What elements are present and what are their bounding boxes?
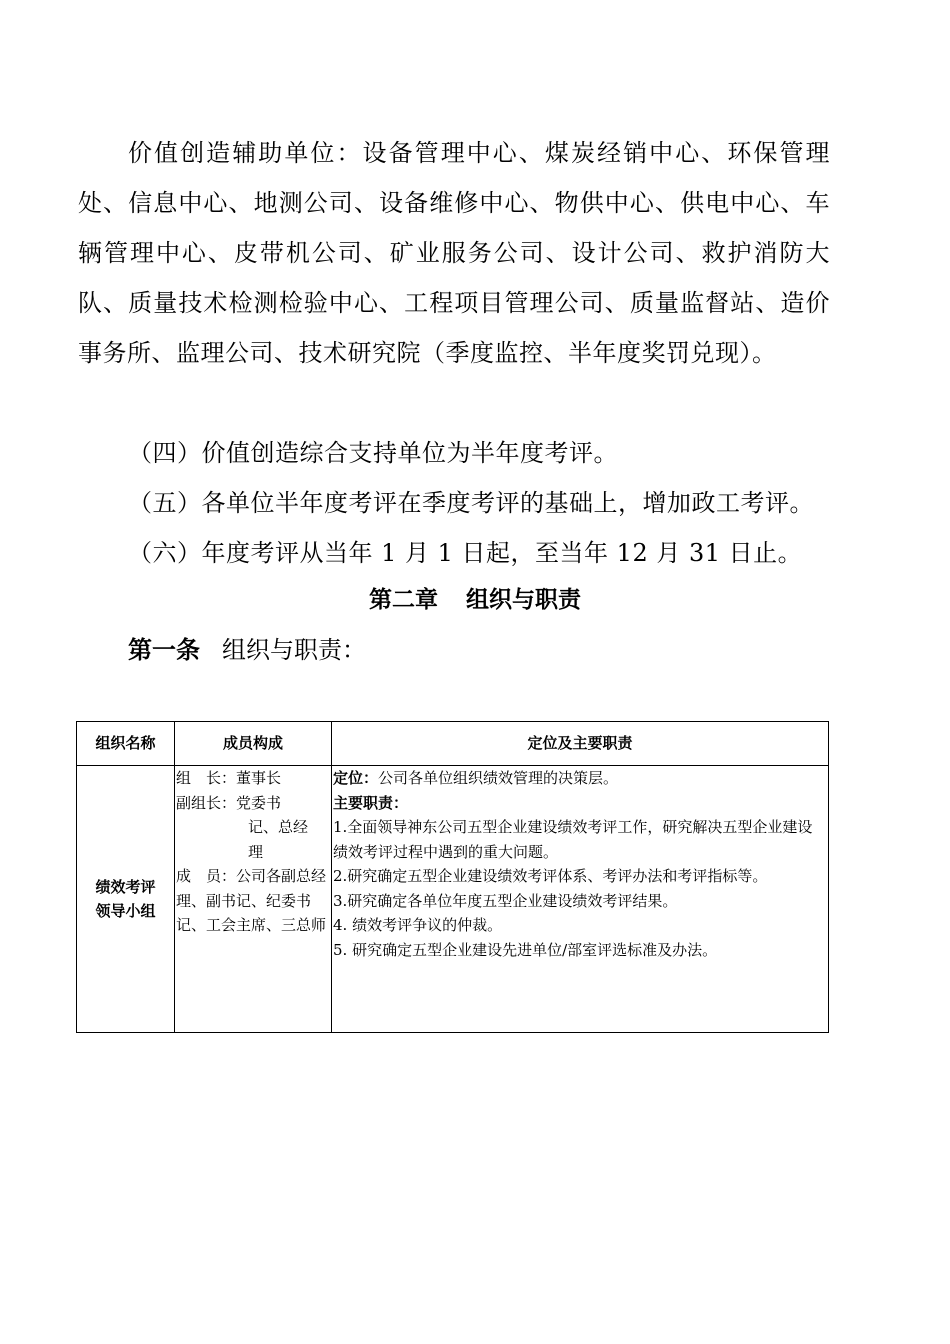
paragraph-item-five: （五）各单位半年度考评在季度考评的基础上，增加政工考评。 <box>128 489 814 517</box>
duty-item: 5. 研究确定五型企业建设先进单位/部室评选标准及办法。 <box>333 940 718 959</box>
paragraph-item-six: （六）年度考评从当年 1 月 1 日起，至当年 12 月 31 日止。 <box>128 539 803 567</box>
header-org-name: 组织名称 <box>77 722 175 766</box>
duty-item: 2.研究确定五型企业建设绩效考评体系、考评办法和考评指标等。 <box>333 867 768 885</box>
organization-table <box>76 721 829 1033</box>
positioning-text: 公司各单位组织绩效管理的决策层。 <box>378 769 619 787</box>
member-deputy-cont: 理 <box>248 842 264 861</box>
article-text: 组织与职责： <box>222 636 366 664</box>
chapter-number: 第二章 <box>369 587 438 613</box>
member-leader: 组 长：董事长 <box>176 769 282 787</box>
article-heading <box>128 630 366 670</box>
header-members: 成员构成 <box>175 722 332 766</box>
positioning-label: 定位： <box>333 769 379 787</box>
duty-item: 1.全面领导神东公司五型企业建设绩效考评工作，研究解决五型企业建设绩效考评过程中遇到的重大问题。 <box>333 818 813 861</box>
article-label: 第一条 <box>128 636 200 664</box>
org-name-cell: 绩效考评领导小组 <box>77 766 175 1033</box>
header-duties: 定位及主要职责 <box>332 722 829 766</box>
positioning-line <box>333 766 827 791</box>
duties-label: 主要职责： <box>333 793 409 812</box>
duties-cell <box>332 766 829 1033</box>
members-cell <box>175 766 332 1033</box>
table-row <box>77 766 829 1033</box>
paragraph-item-four: （四）价值创造综合支持单位为半年度考评。 <box>128 439 618 467</box>
table-header-row <box>77 722 829 766</box>
chapter-title: 组织与职责 <box>466 587 581 613</box>
duty-item: 4. 绩效考评争议的仲裁。 <box>333 916 503 934</box>
member-members: 成 员：公司各副总经理、副书记、纪委书记、工会主席、三总师 <box>176 867 327 934</box>
member-deputy-cont: 记、总经 <box>248 818 309 836</box>
chapter-heading <box>0 580 950 620</box>
paragraph-auxiliary-units: 价值创造辅助单位：设备管理中心、煤炭经销中心、环保管理处、信息中心、地测公司、设备维修中心、物供中心、供电中心、车辆管理中心、皮带机公司、矿业服务公司、设计公司、救护消防大队、质量技术检测检验中心、工程项目管理公司、质量监督站、造价事务所、监理公司、技术研究院（季度监控、半年度奖罚兑现）。 <box>78 139 830 367</box>
member-deputy: 副组长：党委书 <box>176 793 282 812</box>
duty-item: 3.研究确定各单位年度五型企业建设绩效考评结果。 <box>333 891 678 910</box>
